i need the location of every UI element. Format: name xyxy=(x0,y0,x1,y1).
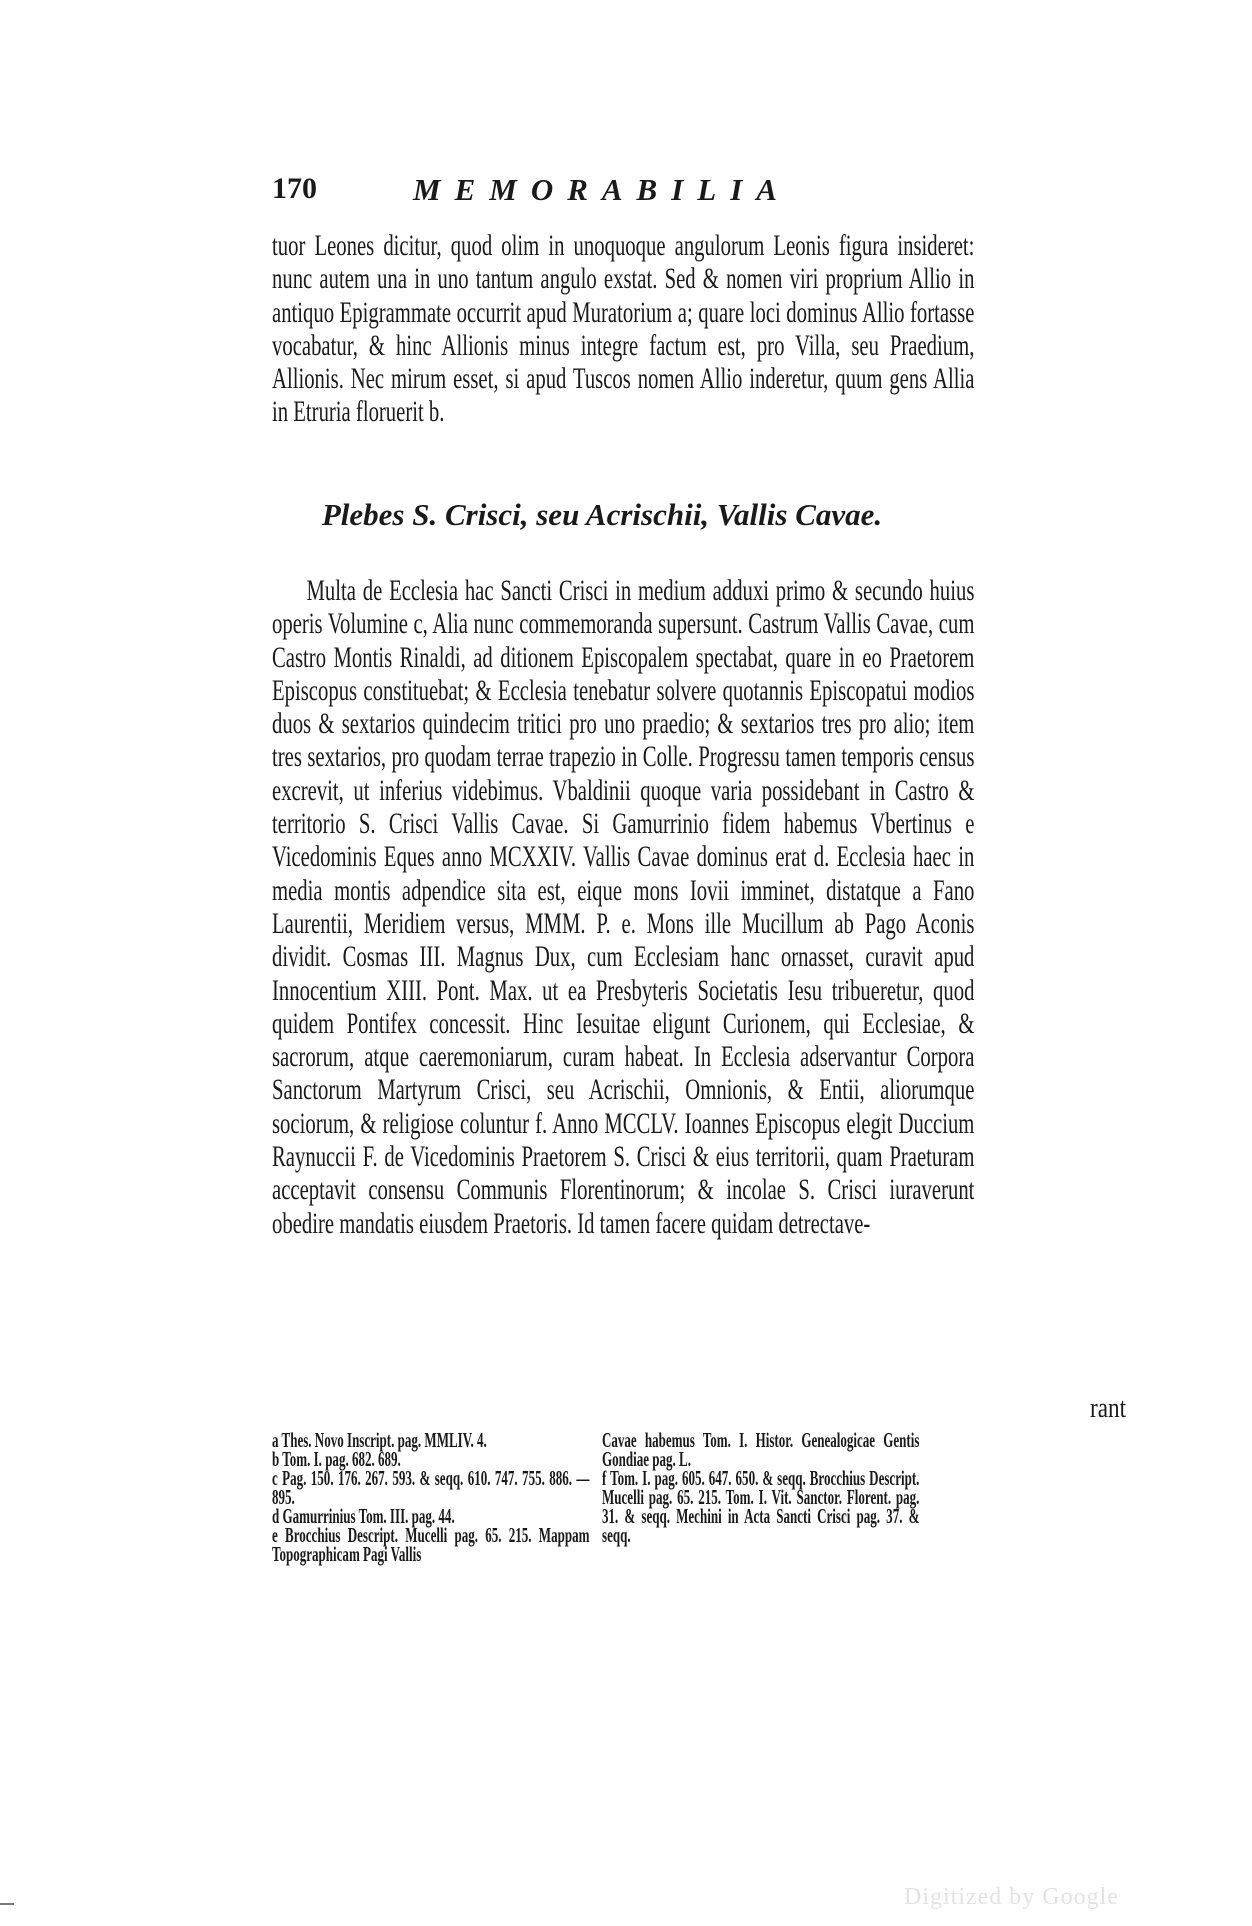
footnote: b Tom. I. pag. 682. 689. xyxy=(272,1447,401,1471)
body-paragraph: Multa de Ecclesia hac Sancti Crisci in medium adduxi primo & secundo huius operis Volumine c, Alia nunc commemoranda supersunt. Castrum Vallis Cavae, cum Castro Montis Rinaldi, ad ditionem Episcopalem spectabat, quare in eo Praetorem Episcopus constituebat; & Ecclesia tenebatur solvere quotannis Episcopatui modios duos & sextarios quindecim tritici pro uno praedio; & sextarios tres pro alio; item tres sextarios, pro quodam terrae trapezio in Colle. Progressu tamen temporis census excrevit, ut inferius videbimus. Vbaldinii quoque varia possidebant in Castro & territorio S. Crisci Vallis Cavae. Si Gamurrinio fidem habemus Vbertinus e Vicedominis Eques anno MCXXIV. Vallis Cavae dominus erat d. Ecclesia haec in media montis adpendice sita est, eique mons Iovii imminet, distatque a Fano Laurentii, Meridiem versus, MMM. P. e. Mons ille Mucillum ab Pago Aconis dividit. Cosmas III. Magnus Dux, cum Ecclesiam hanc ornasset, curavit apud Innocentium XIII. Pont. Max. ut ea Presbyteris Societatis Iesu tribueretur, quod quidem Pontifex concessit. Hinc Iesuitae eligunt Curionem, qui Ecclesiae, & sacrorum, atque caeremoniarum, curam habeat. In Ecclesia adservantur Corpora Sanctorum Martyrum Crisci, seu Acrischii, Omnionis, & Entii, aliorumque sociorum, & religiose coluntur f. Anno MCCLV. Ioannes Episcopus elegit Duccium Raynuccii F. de Vicedominis Praetorem S. Crisci & eius territorii, quam Praeturam acceptavit consensu Communis Florentinorum; & incolae S. Crisci iuraverunt obedire mandatis eiusdem Praetoris. Id tamen facere quidam detrectave- xyxy=(272,574,975,1240)
catchword: rant xyxy=(1090,1392,1127,1424)
body-paragraph: tuor Leones dicitur, quod olim in unoquoque angulorum Leonis figura insideret: nunc autem una in uno tantum angulo exstat. Sed & nomen viri proprium Allio in antiquo Epigrammate occurrit apud Muratorium a; quare loci dominus Allio fortasse vocabatur, & hinc Allionis minus integre factum est, pro Villa, seu Praedium, Allionis. Nec mirum esset, si apud Tuscos nomen Allio inderetur, quum gens Allia in Etruria floruerit b. xyxy=(272,229,975,429)
footnotes-left-column xyxy=(272,1428,590,1566)
page-number: 170 xyxy=(272,172,317,205)
footnote: c Pag. 150. 176. 267. 593. & seqq. 610. 747. 755. 886. — 895. xyxy=(272,1466,590,1509)
section-heading: Plebes S. Crisci, seu Acrischii, Vallis Cavae. xyxy=(321,497,883,532)
digitization-watermark: Digitized by Google xyxy=(904,1884,1119,1910)
footnote: e Brocchius Descript. Mucelli pag. 65. 215. Mappam Topographicam Pagi Vallis xyxy=(272,1523,590,1566)
footnote: a Thes. Novo Inscript. pag. MMLIV. 4. xyxy=(272,1428,487,1452)
footnotes xyxy=(272,1428,932,1601)
page-edge-mark xyxy=(0,1903,14,1905)
footnote: Cavae habemus Tom. I. Histor. Genealogicae Gentis Gondiae pag. L. xyxy=(602,1428,920,1471)
running-title: MEMORABILIA xyxy=(413,172,791,207)
footnote: f Tom. I. pag. 605. 647. 650. & seqq. Brocchius Descript. Mucelli pag. 65. 215. Tom. I. Vit. Sanctor. Florent. pag. 31. & seqq. Mechini in Acta Sancti Crisci pag. 37. & seqq. xyxy=(602,1466,920,1547)
footnote: d Gamurrinius Tom. III. pag. 44. xyxy=(272,1504,455,1528)
footnotes-right-column xyxy=(602,1428,920,1547)
page-header xyxy=(272,172,932,212)
